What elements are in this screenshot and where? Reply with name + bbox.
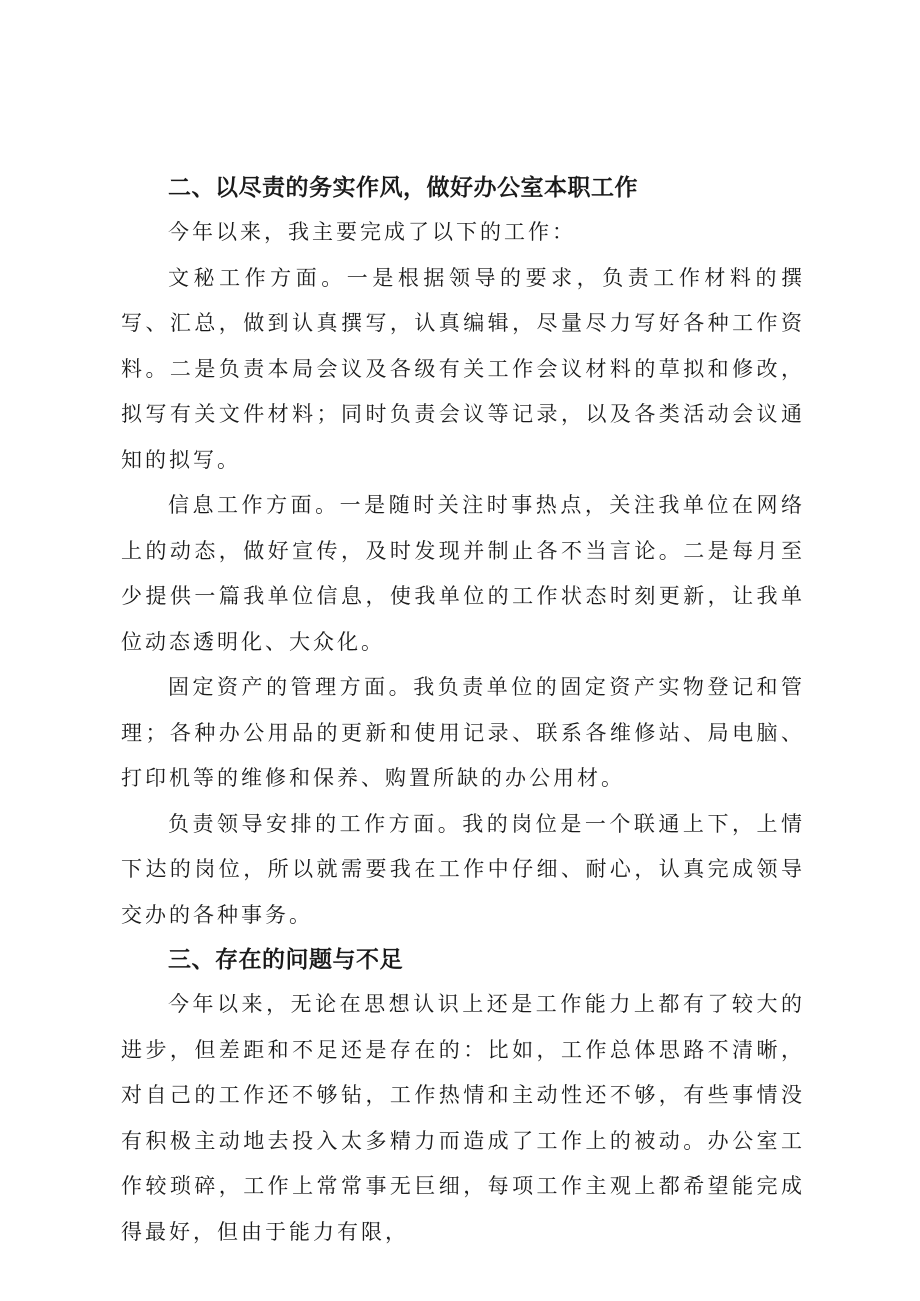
paragraph-intro: 今年以来，我主要完成了以下的工作： — [168, 220, 576, 244]
paragraph-information-work: 信息工作方面。一是随时关注时事热点，关注我单位在网络上的动态，做好宣传，及时发现并制止各不当言论。二是每月至少提供一篇我单位信息，使我单位的工作状态时刻更新，让我单位动态透明化、大众化。 — [121, 493, 805, 654]
paragraph-fixed-assets: 固定资产的管理方面。我负责单位的固定资产实物登记和管理；各种办公用品的更新和使用记录、联系各维修站、局电脑、打印机等的维修和保养、购置所缺的办公用材。 — [121, 675, 805, 790]
paragraph-shortcomings: 今年以来，无论在思想认识上还是工作能力上都有了较大的进步，但差距和不足还是存在的：比如，工作总体思路不清晰，对自己的工作还不够钻，工作热情和主动性还不够，有些事情没有积极主动地去投入太多精力而造成了工作上的被动。办公室工作较琐碎，工作上常常事无巨细，每项工作主观上都希望能完成得最好，但由于能力有限， — [121, 992, 805, 1244]
section-heading-problems: 三、存在的问题与不足 — [168, 947, 403, 973]
paragraph-leader-assignments: 负责领导安排的工作方面。我的岗位是一个联通上下，上情下达的岗位，所以就需要我在工作中仔细、耐心，认真完成领导交办的各种事务。 — [121, 811, 805, 927]
paragraph-secretarial-work: 文秘工作方面。一是根据领导的要求，负责工作材料的撰写、汇总，做到认真撰写，认真编辑，尽量尽力写好各种工作资料。二是负责本局会议及各级有关工作会议材料的草拟和修改，拟写有关文件材料；同时负责会议等记录，以及各类活动会议通知的拟写。 — [121, 265, 805, 472]
document-body — [121, 166, 805, 1255]
section-heading-work-duties: 二、以尽责的务实作风，做好办公室本职工作 — [168, 175, 638, 201]
